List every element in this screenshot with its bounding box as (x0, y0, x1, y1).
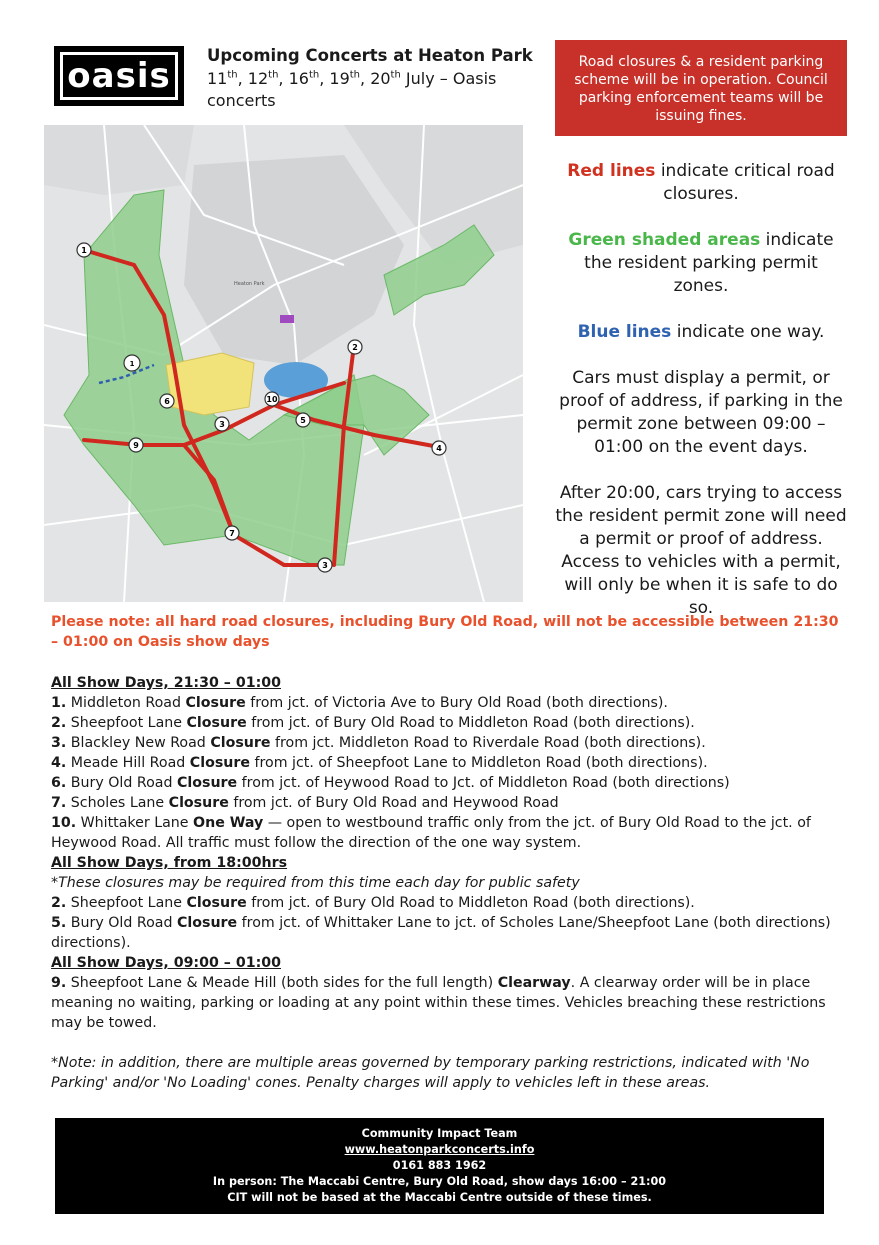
date-item (248, 69, 289, 88)
logo-text: oasis (67, 56, 171, 96)
date-suffix: th (227, 69, 238, 81)
date-day: 19 (329, 69, 350, 88)
closure-item: 2. Sheepfoot Lane Closure from jct. of Bury Old Road to Middleton Road (both directions). (51, 715, 695, 731)
legend-red-text: indicate critical road closures. (655, 161, 835, 204)
date-item (370, 69, 401, 88)
date-sep: , (237, 69, 248, 88)
svg-text:10: 10 (266, 395, 278, 404)
permit-paragraph: Cars must display a permit, or proof of address, if parking in the permit zone between 09:00 – 01:00 on the event days. (559, 368, 843, 457)
marker (160, 394, 174, 408)
marker (265, 392, 279, 406)
map-place-label: Heaton Park (234, 281, 265, 287)
legend-green-label: Green shaded areas (568, 230, 761, 250)
website-link[interactable]: www.heatonparkconcerts.info (344, 1143, 535, 1156)
footer-phone: 0161 883 1962 (392, 1159, 487, 1172)
urban-area (44, 125, 194, 195)
contact-footer (55, 1118, 824, 1214)
date-day: 20 (370, 69, 391, 88)
legend-green (555, 229, 847, 298)
svg-text:5: 5 (300, 416, 306, 425)
legend-blue (555, 321, 847, 344)
date-item (207, 69, 248, 88)
section-note: *These closures may be required from this time each day for public safety (51, 875, 580, 891)
page-title: Upcoming Concerts at Heaton Park (207, 46, 533, 65)
date-day: 16 (288, 69, 309, 88)
marker (318, 558, 332, 572)
svg-text:6: 6 (164, 397, 170, 406)
svg-text:1: 1 (81, 246, 87, 255)
closure-item: 5. Bury Old Road Closure from jct. of Whittaker Lane to jct. of Scholes Lane/Sheepfoot Lane (both directions) directions). (51, 915, 831, 951)
closure-item: 1. Middleton Road Closure from jct. of Victoria Ave to Bury Old Road (both directions). (51, 695, 668, 711)
section-heading: All Show Days, 09:00 – 01:00 (51, 955, 281, 971)
svg-text:3: 3 (322, 561, 328, 570)
footer-team: Community Impact Team (361, 1127, 518, 1140)
svg-text:9: 9 (133, 441, 139, 450)
marker (296, 413, 310, 427)
date-suffix: th (349, 69, 361, 81)
road-closure-map (44, 125, 523, 602)
date-suffix: th (390, 69, 401, 81)
dates-tail: July – Oasis concerts (207, 69, 497, 110)
section-heading: All Show Days, from 18:00hrs (51, 855, 288, 871)
legend-green-text: indicate the resident parking permit zones. (584, 230, 834, 296)
marker (215, 417, 229, 431)
access-paragraph: After 20:00, cars trying to access the resident permit zone will need a permit or proof of address. Access to vehicles with a permit, will only be when it is safe to do so. (555, 483, 847, 618)
footer-disclaimer: CIT will not be based at the Maccabi Centre outside of these times. (227, 1191, 652, 1204)
date-sep: , (278, 69, 289, 88)
closure-item: 4. Meade Hill Road Closure from jct. of Sheepfoot Lane to Middleton Road (both directions). (51, 755, 708, 771)
header (207, 46, 542, 112)
svg-text:2: 2 (352, 343, 358, 352)
oasis-logo (54, 46, 184, 106)
map-legend (555, 160, 847, 643)
closure-item: 7. Scholes Lane Closure from jct. of Bury Old Road and Heywood Road (51, 795, 559, 811)
closure-item: 10. Whittaker Lane One Way — open to westbound traffic only from the jct. of Bury Old Road to the jct. of Heywood Road. All traffic must follow the direction of the one way system. (51, 815, 811, 851)
parking-alert-box: Road closures & a resident parking scheme will be in operation. Council parking enforcement teams will be issuing fines. (555, 40, 847, 136)
marker (432, 441, 446, 455)
date-sep: , (319, 69, 330, 88)
closure-item: 2. Sheepfoot Lane Closure from jct. of Bury Old Road to Middleton Road (both directions). (51, 895, 695, 911)
date-item (289, 69, 330, 88)
legend-red-label: Red lines (567, 161, 656, 181)
section-heading: All Show Days, 21:30 – 01:00 (51, 675, 281, 691)
svg-text:7: 7 (229, 529, 235, 538)
closure-item: 9. Sheepfoot Lane & Meade Hill (both sides for the full length) Clearway. A clearway order will be in place meaning no waiting, parking or loading at any point within these times. Vehicles breaching these restrictions may be towed. (51, 975, 826, 1031)
legend-blue-text: indicate one way. (671, 322, 825, 342)
closure-item: 3. Blackley New Road Closure from jct. Middleton Road to Riverdale Road (both directions). (51, 735, 706, 751)
concert-dates (207, 68, 542, 112)
footer-in-person: In person: The Maccabi Centre, Bury Old Road, show days 16:00 – 21:00 (212, 1175, 667, 1188)
svg-text:1: 1 (129, 360, 135, 368)
closure-item: 6. Bury Old Road Closure from jct. of Heywood Road to Jct. of Middleton Road (both directions) (51, 775, 730, 791)
date-suffix: th (268, 69, 279, 81)
date-suffix: th (308, 69, 320, 81)
marker (77, 243, 91, 257)
parking-footnote: *Note: in addition, there are multiple areas governed by temporary parking restrictions, indicated with 'No Parking' and/or 'No Loading' cones. Penalty charges will apply to vehicles left in these areas. (51, 1055, 810, 1091)
marker (348, 340, 362, 354)
legend-red (555, 160, 847, 206)
svg-text:3: 3 (219, 420, 225, 429)
closure-details (51, 673, 831, 1033)
date-day: 11 (207, 69, 228, 88)
closure-notice: Please note: all hard road closures, including Bury Old Road, will not be accessible between 21:30 – 01:00 on Oasis show days (51, 614, 839, 650)
map-poi (280, 315, 294, 323)
logo-frame (60, 52, 178, 100)
svg-text:4: 4 (436, 444, 442, 453)
legend-blue-label: Blue lines (577, 322, 672, 342)
marker (225, 526, 239, 540)
date-item (329, 69, 370, 88)
marker (124, 355, 140, 371)
date-day: 12 (247, 69, 269, 88)
date-sep: , (360, 69, 371, 88)
map-svg (44, 125, 523, 602)
marker (129, 438, 143, 452)
